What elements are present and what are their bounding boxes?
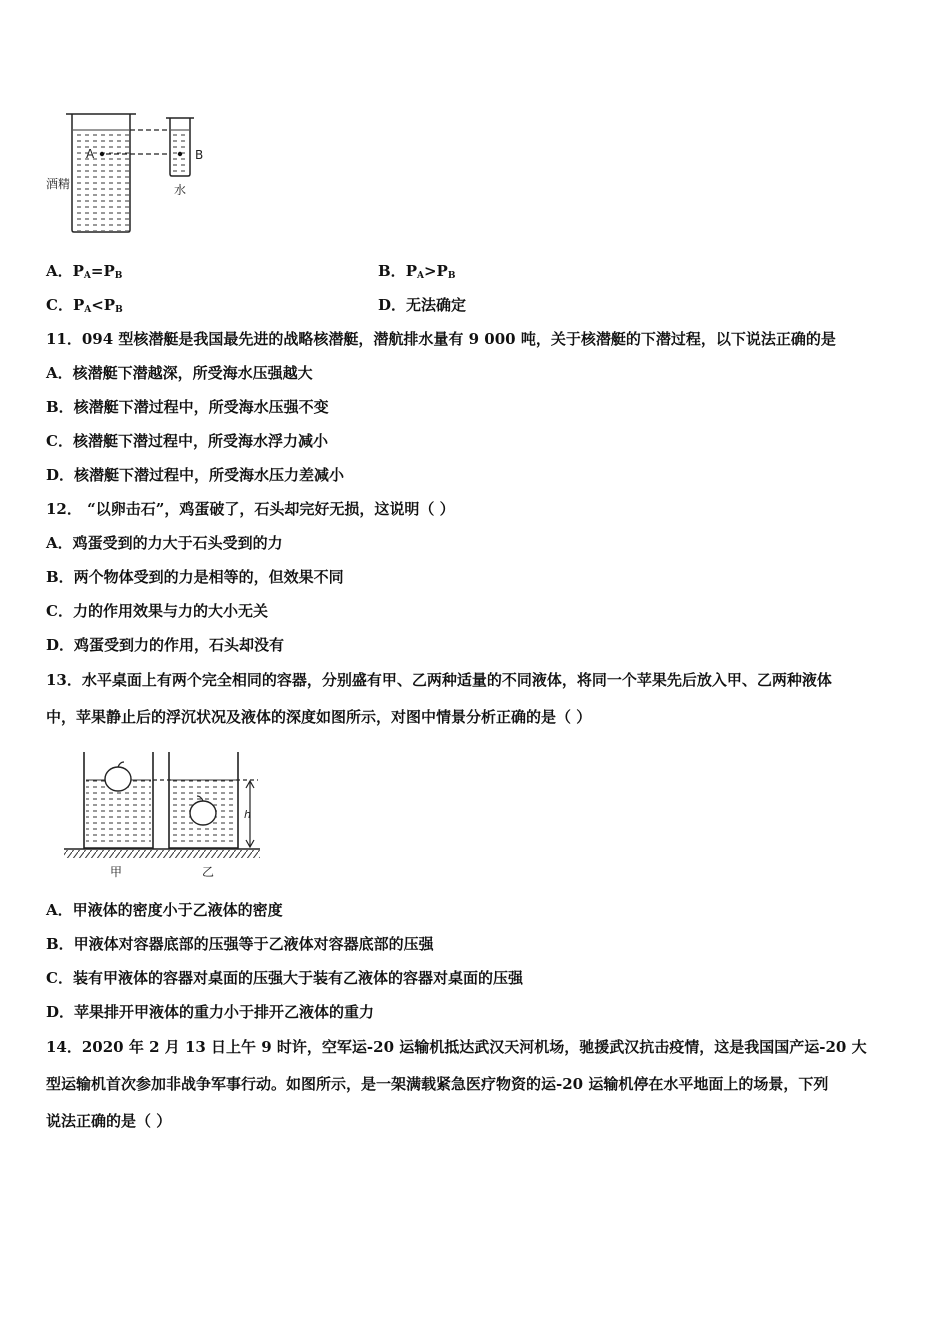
q13-option-d: D．苹果排开甲液体的重力小于排开乙液体的重力 <box>46 1003 375 1021</box>
point-b-dot <box>178 152 182 156</box>
q12-option-c: C．力的作用效果与力的大小无关 <box>46 602 268 620</box>
q12-option-b: B．两个物体受到的力是相等的，但效果不同 <box>46 568 344 586</box>
q13-option-a: A．甲液体的密度小于乙液体的密度 <box>46 901 283 919</box>
q11-option-a: A．核潜艇下潜越深，所受海水压强越大 <box>46 364 313 382</box>
height-label: h <box>244 808 251 821</box>
figure-apple-liquids <box>60 748 270 884</box>
alcohol-container <box>66 114 136 232</box>
q10-option-a: A．$P_A=P_B$ <box>46 262 123 281</box>
point-b-label: B <box>195 148 204 162</box>
water-container <box>166 118 194 176</box>
q14-stem-line3: 说法正确的是（ ） <box>46 1112 172 1130</box>
q10-option-c: C．$P_A<P_B$ <box>46 296 123 315</box>
q11-option-c: C．核潜艇下潜过程中，所受海水浮力减小 <box>46 432 328 450</box>
container-jia <box>84 752 153 848</box>
point-a-label: A <box>86 147 95 161</box>
q11-option-b: B．核潜艇下潜过程中，所受海水压强不变 <box>46 398 329 416</box>
q11-option-d: D．核潜艇下潜过程中，所受海水压力差减小 <box>46 466 345 484</box>
q13-stem-line1: 13．水平桌面上有两个完全相同的容器，分别盛有甲、乙两种适量的不同液体，将同一个苹果先后放入甲、乙两种液体 <box>46 671 832 689</box>
label-jia: 甲 <box>110 865 123 879</box>
water-label: 水 <box>174 183 187 197</box>
q12-option-d: D．鸡蛋受到力的作用，石头却没有 <box>46 636 285 654</box>
q13-option-b: B．甲液体对容器底部的压强等于乙液体对容器底部的压强 <box>46 935 434 953</box>
q14-stem-line1: 14．2020 年 2 月 13 日上午 9 时许，空军运-20 运输机抵达武汉天河机场，驰援武汉抗击疫情，这是我国国产运-20 大 <box>46 1038 867 1056</box>
q11-stem: 11．094 型核潜艇是我国最先进的战略核潜艇，潜航排水量有 9 000 吨，关于核潜艇的下潜过程，以下说法正确的是 <box>46 330 836 348</box>
q13-stem-line2: 中，苹果静止后的浮沉状况及液体的深度如图所示，对图中情景分析正确的是（ ） <box>46 708 592 726</box>
alcohol-label: 酒精 <box>46 177 71 191</box>
q12-option-a: A．鸡蛋受到的力大于石头受到的力 <box>46 534 283 552</box>
q13-option-c: C．装有甲液体的容器对桌面的压强大于装有乙液体的容器对桌面的压强 <box>46 969 523 987</box>
label-yi: 乙 <box>202 865 215 879</box>
figure-alcohol-water <box>44 108 214 240</box>
q10-option-b: B．$P_A>P_B$ <box>378 262 456 281</box>
q12-stem: 12． “以卵击石”，鸡蛋破了，石头却完好无损，这说明（ ） <box>46 500 455 518</box>
q10-option-d: D．无法确定 <box>378 296 467 314</box>
point-a-dot <box>100 152 104 156</box>
q14-stem-line2: 型运输机首次参加非战争军事行动。如图所示，是一架满载紧急医疗物资的运-20 运输机停在水平地面上的场景，下列 <box>46 1075 829 1093</box>
container-yi <box>169 752 238 848</box>
